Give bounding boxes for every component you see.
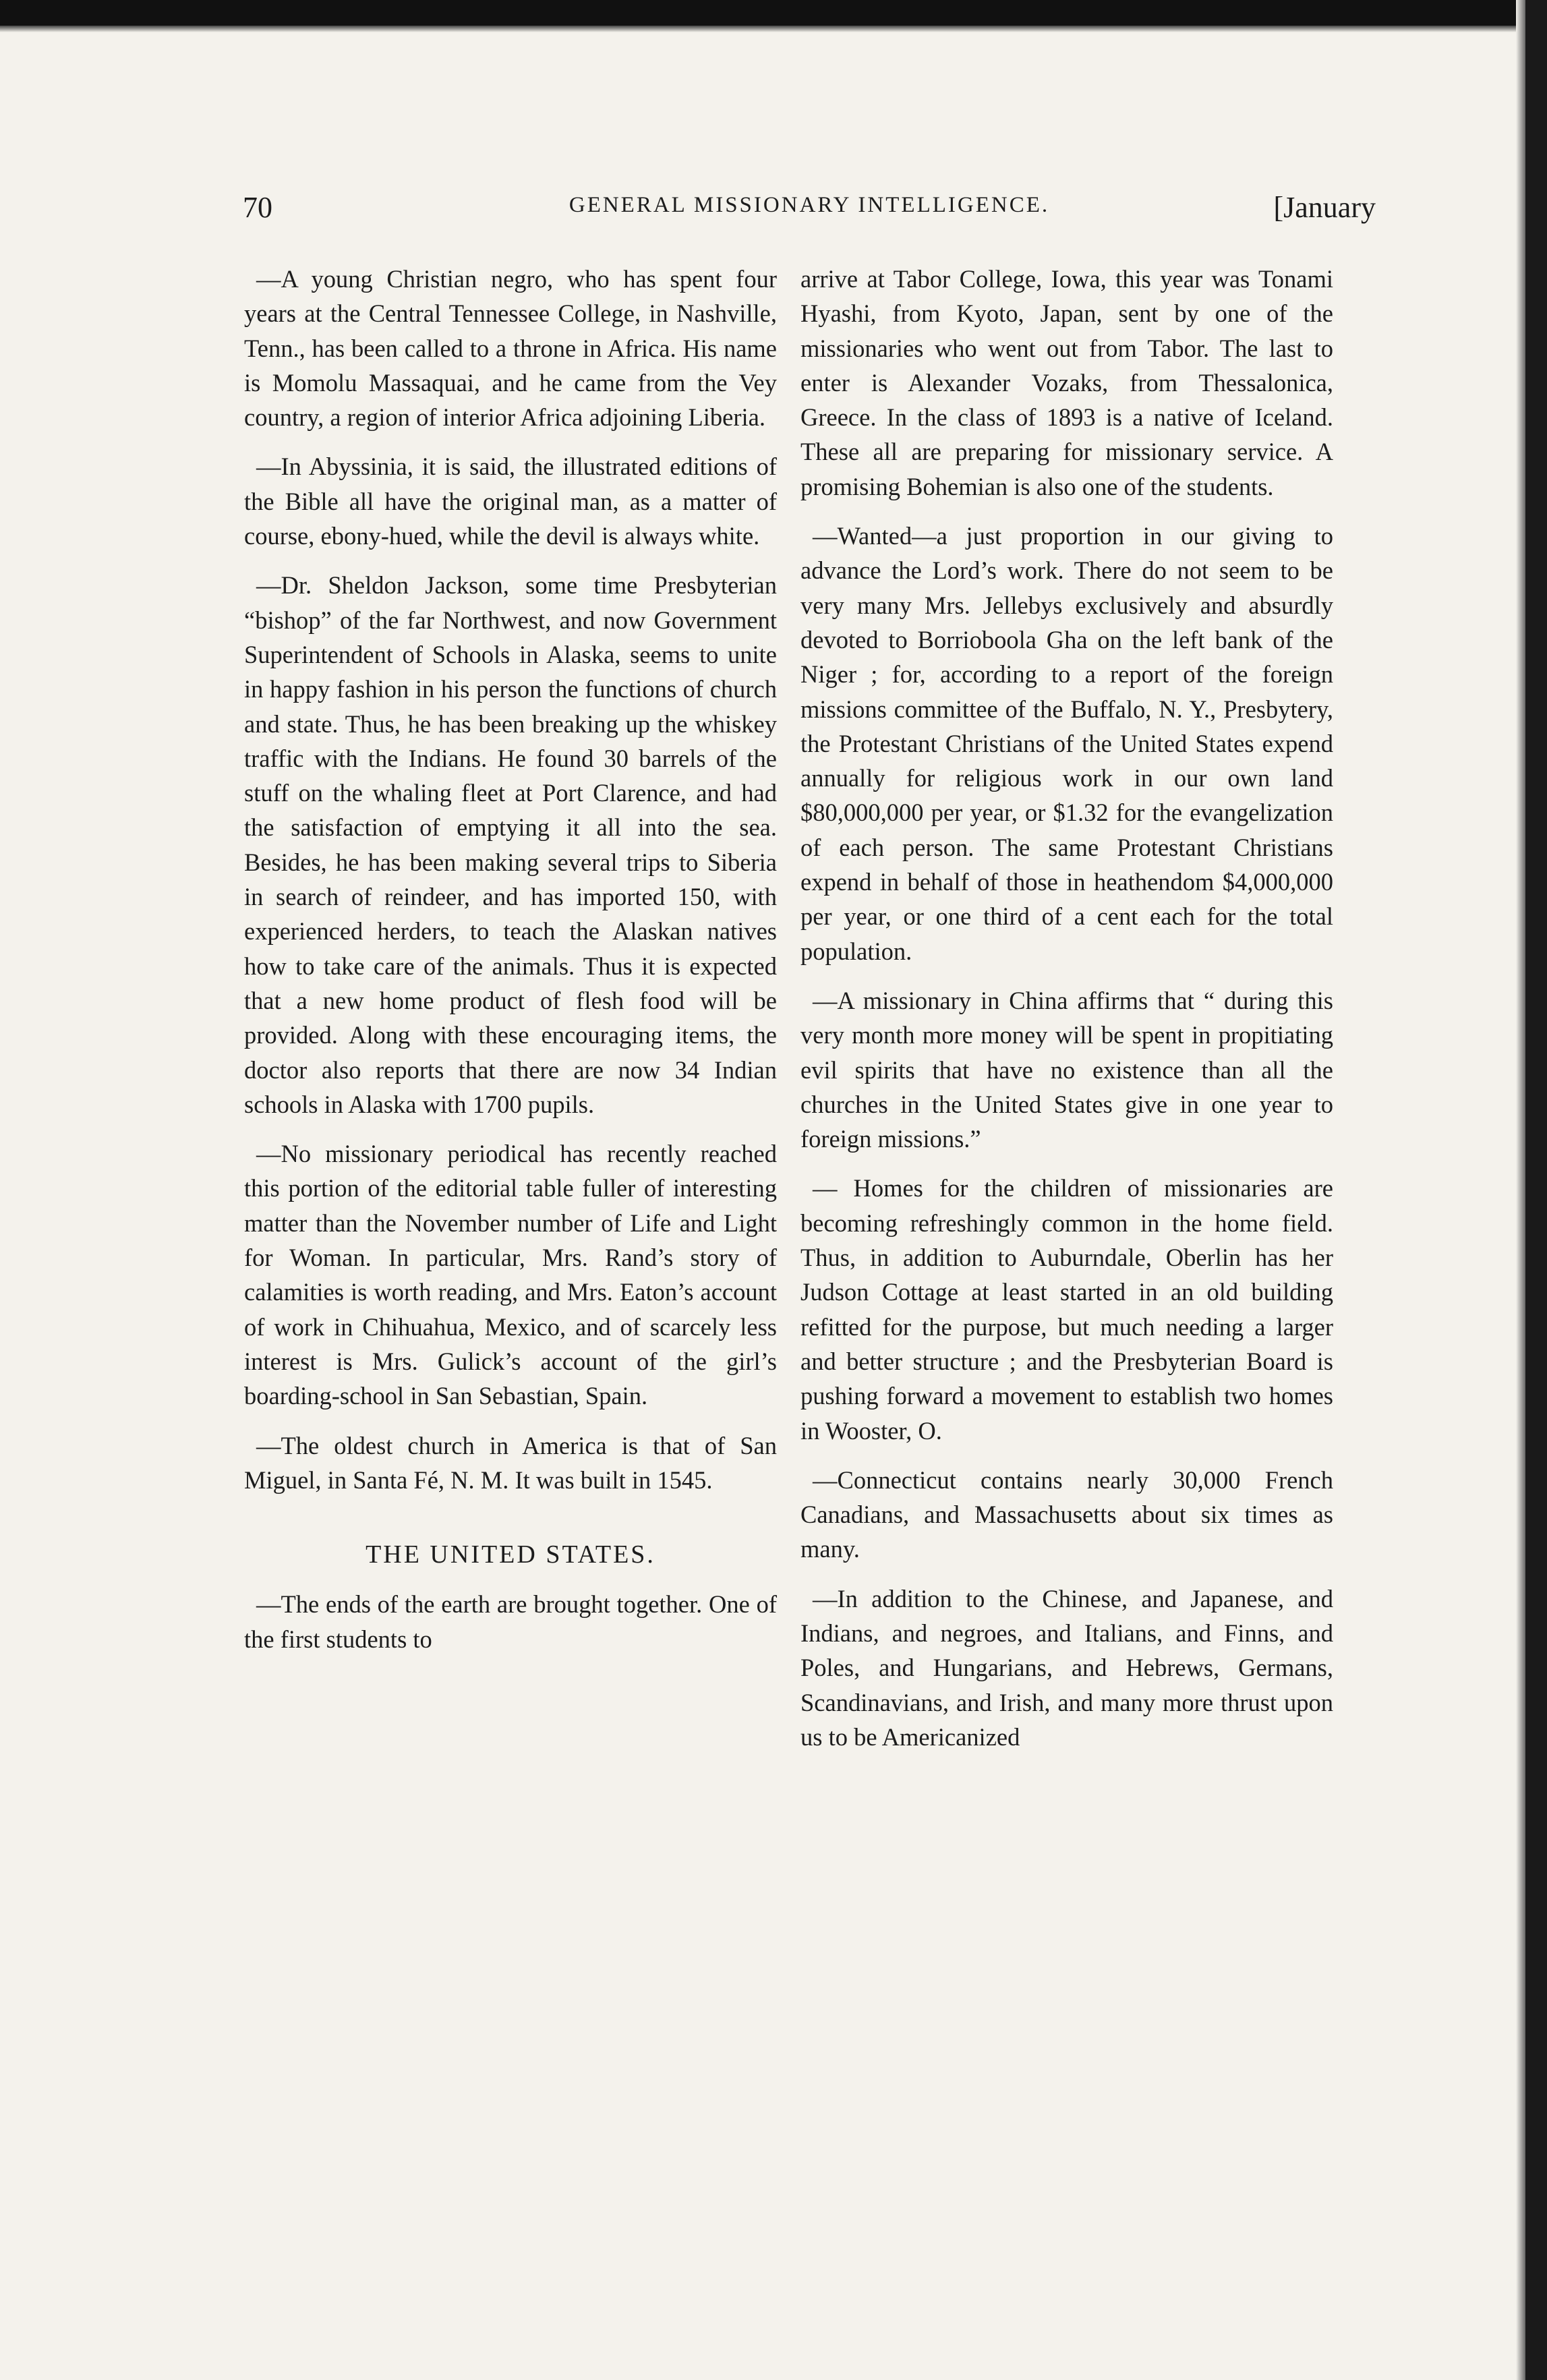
paragraph-sheldon-jackson: —Dr. Sheldon Jackson, some time Presbyterian “bishop” of the far Northwest, and now Government Superintendent of Schools in Alaska, seems to unite in happy fashion in his person the functions of church and state. Thus, he has been breaking up the whiskey traffic with the Indians. He found 30 barrels of the stuff on the whaling fleet at Port Clarence, and had the satisfaction of emptying it all into the sea. Besides, he has been making several trips to Siberia in search of reindeer, and has imported 150, with experienced herders, to teach the Alaskan natives how to take care of the animals. Thus it is expected that a new home product of flesh food will be provided. Along with these encouraging items, the doctor also reports that there are now 34 Indian schools in Alaska with 1700 pupils. <box>244 571 777 1118</box>
page-header <box>243 190 1376 237</box>
paragraph-life-and-light: —No missionary periodical has recently reached this portion of the editorial table fuller of interesting matter than the November number of Life and Light for Woman. In particular, Mrs. Rand’s story of calamities is worth reading, and Mrs. Eaton’s account of work in Chihuahua, Mexico, and of scarcely less interest is Mrs. Gulick’s account of the girl’s boarding-school in San Sebastian, Spain. <box>244 1140 777 1410</box>
paragraph-china-spirits: —A missionary in China affirms that “ during this very month more money will be spent in propitiating evil spirits that have no existence than all the churches in the United States give in one year to foreign missions.” <box>800 986 1333 1153</box>
paragraph-missionary-homes: — Homes for the children of missionaries are becoming refreshingly common in the home field. Thus, in addition to Auburndale, Oberlin has her Judson Cottage at least started in an old building refitted for the purpose, but much needing a larger and better structure ; and the Presbyterian Board is pushing forward a movement to establish two homes in Wooster, O. <box>800 1174 1333 1445</box>
paragraph-connecticut: —Connecticut contains nearly 30,000 French Canadians, and Massachusetts about six times as many. <box>800 1465 1333 1563</box>
paragraph-immigrants: —In addition to the Chinese, and Japanese, and Indians, and negroes, and Italians, and Finns, and Poles, and Hungarians, and Hebrews, Germans, Scandinavians, and Irish, and many more thrust upon us to be Americanized <box>800 1584 1333 1751</box>
paragraph-abyssinia: —In Abyssinia, it is said, the illustrated editions of the Bible all have the original man, as a matter of course, ebony-hued, while the devil is always white. <box>244 453 777 550</box>
running-title: GENERAL MISSIONARY INTELLIGENCE. <box>568 193 1050 217</box>
paragraph-negro-king: —A young Christian negro, who has spent four years at the Central Tennessee College, in Nashville, Tenn., has been called to a throne in Africa. His name is Momolu Massaquai, and he came from the Vey country, a region of interior Africa adjoining Liberia. <box>244 265 777 432</box>
paragraph-oldest-church: —The oldest church in America is that of San Miguel, in Santa Fé, N. M. It was built in 1545. <box>244 1431 777 1494</box>
running-month: [January <box>1273 191 1376 224</box>
paragraph-ends-of-earth: —The ends of the earth are brought together. One of the first students to <box>244 1590 777 1653</box>
paragraph-tabor-college: arrive at Tabor College, Iowa, this year was Tonami Hyashi, from Kyoto, Japan, sent by one of the missionaries who went out from Tabor. The last to enter is Alexander Vozaks, from Thessalonica, Greece. In the class of 1893 is a native of Iceland. These all are preparing for missionary service. A promising Bohemian is also one of the students. <box>800 265 1333 500</box>
paragraph-just-proportion: —Wanted—a just proportion in our giving to advance the Lord’s work. There do not seem to be very many Mrs. Jellebys exclusively and absurdly devoted to Borrioboola Gha on the left bank of the Niger ; for, according to a report of the foreign missions committee of the Buffalo, N. Y., Presbytery, the Protestant Christians of the United States expend annually for religious work in our own land $80,000,000 per year, or $1.32 for the evangelization of each person. The same Protestant Christians expend in behalf of those in heathendom $4,000,000 per year, or one third of a cent each for the total population. <box>800 522 1333 965</box>
left-column <box>244 262 777 1656</box>
right-column <box>800 262 1333 1754</box>
scan-right-border <box>1525 0 1547 2380</box>
page-number: 70 <box>243 191 272 224</box>
section-heading-united-states: THE UNITED STATES. <box>366 1540 655 1569</box>
scan-right-shadow <box>1516 0 1525 2380</box>
scan-top-shadow <box>0 26 1547 32</box>
scan-top-border <box>0 0 1547 26</box>
